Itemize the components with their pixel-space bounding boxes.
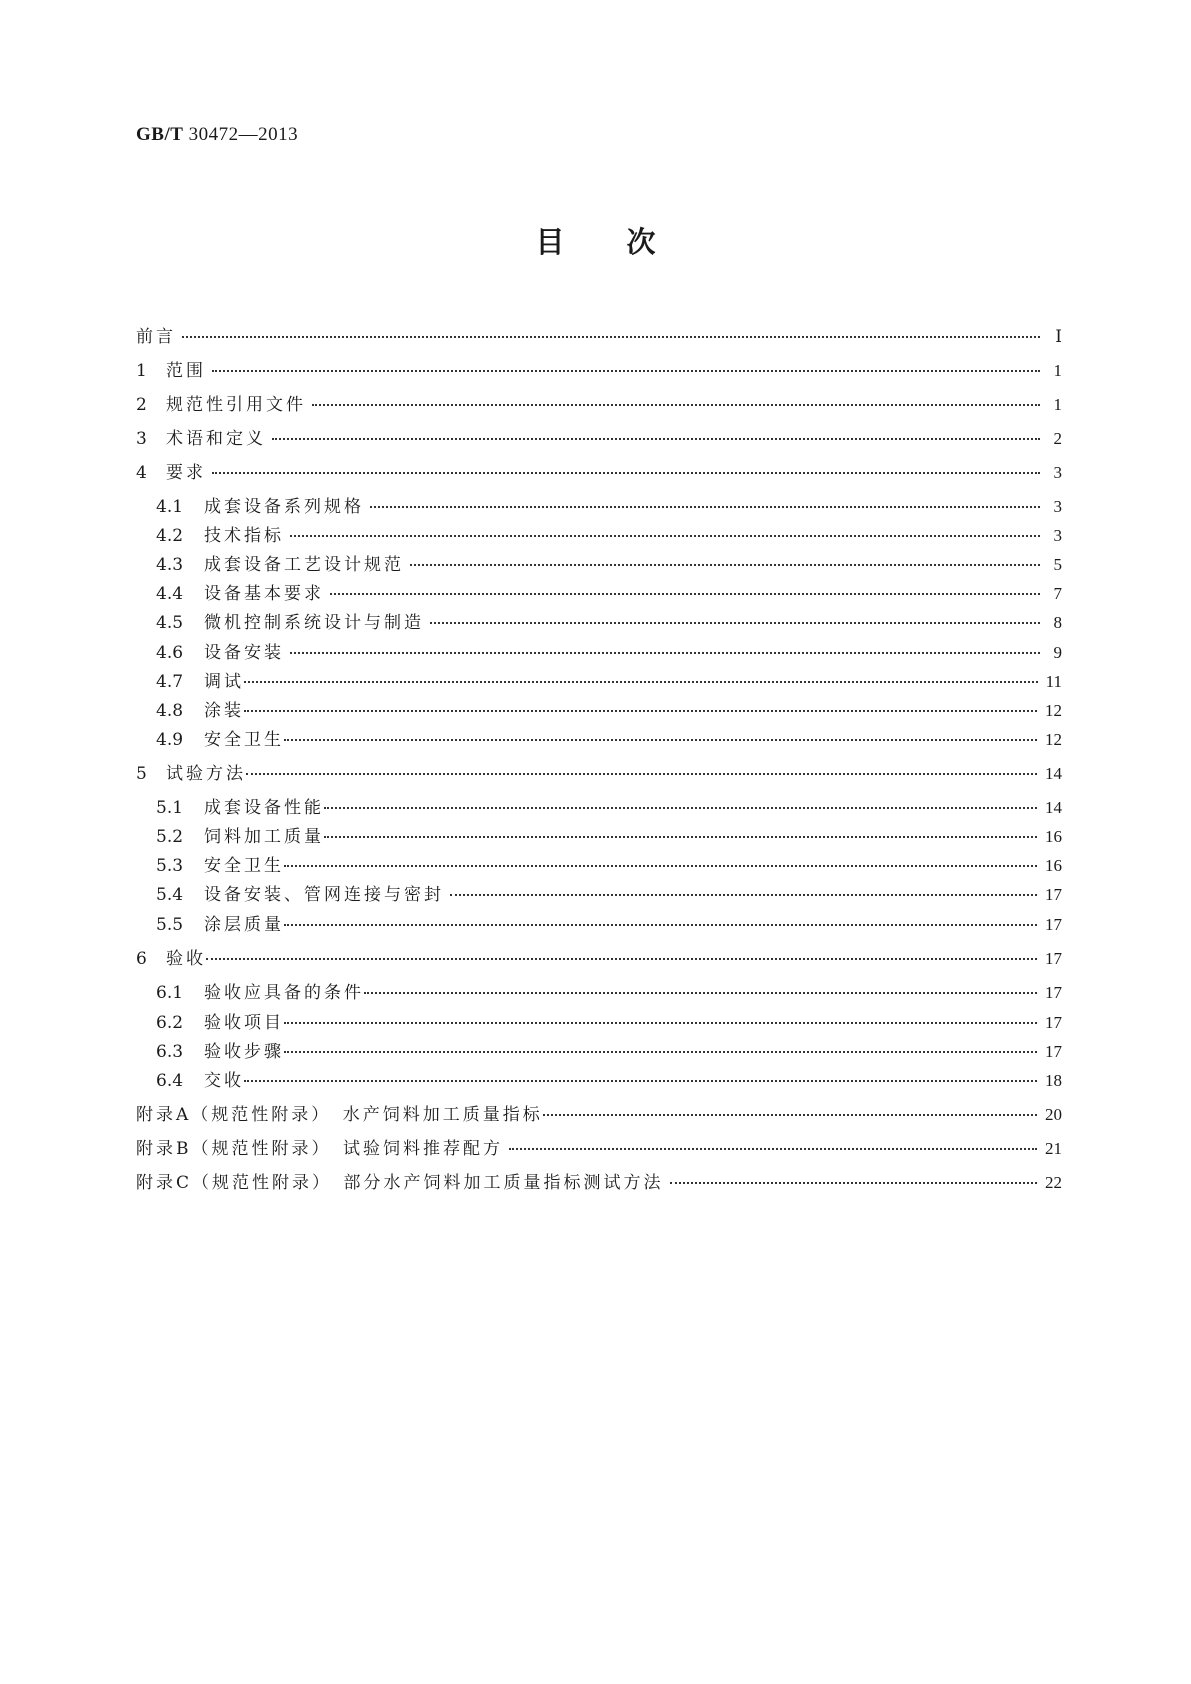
toc-entry-label: 附录B（规范性附录） 试验饲料推荐配方 bbox=[136, 1139, 503, 1159]
toc-entry-page: Ⅰ bbox=[1055, 327, 1062, 346]
toc-entry[interactable] bbox=[136, 1138, 1062, 1160]
toc-entry[interactable] bbox=[136, 326, 1062, 348]
toc-leader-dots bbox=[212, 472, 1040, 474]
toc-entry[interactable] bbox=[156, 1012, 1062, 1034]
toc-entry-number: 4 bbox=[136, 463, 147, 483]
toc-entry-number: 6.4 bbox=[156, 1071, 184, 1091]
toc-entry-label: 范围 bbox=[166, 361, 206, 381]
toc-entry-label: 安全卫生 bbox=[204, 856, 284, 876]
toc-leader-dots bbox=[543, 1114, 1037, 1116]
toc-entry-label: 安全卫生 bbox=[204, 730, 284, 750]
toc-entry-number: 5 bbox=[136, 764, 147, 784]
toc-leader-dots bbox=[206, 958, 1037, 960]
toc-entry[interactable] bbox=[156, 914, 1062, 936]
toc-entry-page: 18 bbox=[1045, 1071, 1062, 1090]
toc-entry[interactable] bbox=[156, 671, 1062, 693]
toc-entry[interactable] bbox=[136, 763, 1062, 785]
toc-entry-label: 验收步骤 bbox=[204, 1042, 284, 1062]
toc-leader-dots bbox=[430, 622, 1040, 624]
toc-entry-page: 14 bbox=[1045, 798, 1062, 817]
toc-entry-label: 术语和定义 bbox=[166, 429, 266, 449]
toc-entry-page: 3 bbox=[1053, 497, 1062, 516]
toc-leader-dots bbox=[324, 807, 1037, 809]
toc-entry-number: 4.2 bbox=[156, 526, 184, 546]
toc-entry-number: 6 bbox=[136, 949, 147, 969]
toc-entry-label: 验收 bbox=[166, 949, 206, 969]
toc-entry-label: 设备基本要求 bbox=[204, 584, 324, 604]
toc-entry-page: 17 bbox=[1045, 983, 1062, 1002]
toc-entry-page: 20 bbox=[1045, 1105, 1062, 1124]
toc-entry-page: 17 bbox=[1045, 1042, 1062, 1061]
toc-entry-number: 4.9 bbox=[156, 730, 184, 750]
toc-entry-page: 22 bbox=[1045, 1173, 1062, 1192]
page-title: 目次 bbox=[535, 225, 718, 259]
toc-entry-page: 5 bbox=[1053, 555, 1062, 574]
toc-entry-page: 12 bbox=[1045, 701, 1062, 720]
toc-entry[interactable] bbox=[156, 855, 1062, 877]
toc-entry[interactable] bbox=[156, 729, 1062, 751]
toc-entry-number: 4.5 bbox=[156, 613, 184, 633]
toc-leader-dots bbox=[410, 564, 1040, 566]
toc-leader-dots bbox=[272, 438, 1040, 440]
toc-entry-number: 5.5 bbox=[156, 915, 184, 935]
toc-entry-page: 2 bbox=[1053, 429, 1062, 448]
toc-entry-number: 3 bbox=[136, 429, 147, 449]
toc-entry-label: 涂层质量 bbox=[204, 915, 284, 935]
toc-entry[interactable] bbox=[156, 884, 1062, 906]
toc-leader-dots bbox=[670, 1182, 1037, 1184]
toc-entry-label: 附录C（规范性附录） 部分水产饲料加工质量指标测试方法 bbox=[136, 1173, 664, 1193]
toc-entry[interactable] bbox=[156, 612, 1062, 634]
toc-entry[interactable] bbox=[156, 583, 1062, 605]
toc-entry-label: 成套设备性能 bbox=[204, 798, 324, 818]
toc-entry-page: 16 bbox=[1045, 856, 1062, 875]
toc-entry-label: 验收应具备的条件 bbox=[204, 983, 364, 1003]
toc-entry-number: 4.7 bbox=[156, 672, 184, 692]
toc-entry-page: 17 bbox=[1045, 885, 1062, 904]
toc-entry-page: 3 bbox=[1053, 526, 1062, 545]
toc-leader-dots bbox=[182, 336, 1040, 338]
toc-entry-label: 验收项目 bbox=[204, 1013, 284, 1033]
toc-entry-number: 4.8 bbox=[156, 701, 184, 721]
toc-leader-dots bbox=[290, 535, 1040, 537]
toc-entry-number: 6.2 bbox=[156, 1013, 184, 1033]
toc-leader-dots bbox=[284, 739, 1037, 741]
toc-entry[interactable] bbox=[156, 826, 1062, 848]
toc-leader-dots bbox=[212, 370, 1040, 372]
toc-entry-page: 14 bbox=[1045, 764, 1062, 783]
toc-entry[interactable] bbox=[156, 554, 1062, 576]
toc-entry-label: 涂装 bbox=[204, 701, 244, 721]
toc-entry-page: 9 bbox=[1053, 643, 1062, 662]
toc-leader-dots bbox=[244, 710, 1037, 712]
toc-entry-page: 1 bbox=[1053, 361, 1062, 380]
toc-entry[interactable] bbox=[156, 982, 1062, 1004]
toc-leader-dots bbox=[364, 992, 1037, 994]
toc-entry-label: 前言 bbox=[136, 327, 176, 347]
document-code-prefix: GB/T bbox=[136, 124, 184, 145]
toc-leader-dots bbox=[330, 593, 1040, 595]
toc-entry-number: 5.2 bbox=[156, 827, 184, 847]
toc-entry[interactable] bbox=[156, 797, 1062, 819]
toc-entry-label: 成套设备工艺设计规范 bbox=[204, 555, 404, 575]
toc-entry-number: 6.3 bbox=[156, 1042, 184, 1062]
toc-entry-number: 4.6 bbox=[156, 643, 184, 663]
toc-entry-label: 设备安装、管网连接与密封 bbox=[204, 885, 444, 905]
toc-entry-number: 4.4 bbox=[156, 584, 184, 604]
toc-entry[interactable] bbox=[156, 1070, 1062, 1092]
toc-entry[interactable] bbox=[156, 700, 1062, 722]
toc-entry-label: 饲料加工质量 bbox=[204, 827, 324, 847]
toc-entry-number: 1 bbox=[136, 361, 147, 381]
toc-leader-dots bbox=[450, 894, 1037, 896]
toc-leader-dots bbox=[284, 924, 1037, 926]
toc-entry-label: 试验方法 bbox=[166, 764, 246, 784]
toc-entry-number: 4.3 bbox=[156, 555, 184, 575]
toc-entry[interactable] bbox=[156, 642, 1062, 664]
toc-leader-dots bbox=[370, 506, 1040, 508]
toc-entry-label: 规范性引用文件 bbox=[166, 395, 306, 415]
toc-entry[interactable] bbox=[136, 360, 1062, 382]
toc-entry[interactable] bbox=[136, 462, 1062, 484]
toc-leader-dots bbox=[324, 836, 1037, 838]
toc-entry[interactable] bbox=[136, 1172, 1062, 1194]
toc-entry-page: 21 bbox=[1045, 1139, 1062, 1158]
toc-entry-page: 16 bbox=[1045, 827, 1062, 846]
toc-entry-page: 3 bbox=[1053, 463, 1062, 482]
toc-entry[interactable] bbox=[156, 1041, 1062, 1063]
toc-entry-label: 调试 bbox=[204, 672, 244, 692]
toc-leader-dots bbox=[290, 652, 1040, 654]
toc-leader-dots bbox=[244, 1080, 1037, 1082]
toc-entry-page: 7 bbox=[1053, 584, 1062, 603]
toc-entry-page: 17 bbox=[1045, 1013, 1062, 1032]
toc-entry-number: 4.1 bbox=[156, 497, 184, 517]
toc-entry-number: 5.4 bbox=[156, 885, 184, 905]
toc-entry-label: 技术指标 bbox=[204, 526, 284, 546]
toc-entry-label: 要求 bbox=[166, 463, 206, 483]
document-code-number: 30472—2013 bbox=[183, 124, 299, 145]
toc-entry-label: 交收 bbox=[204, 1071, 244, 1091]
toc-leader-dots bbox=[312, 404, 1040, 406]
toc-entry-label: 附录A（规范性附录） 水产饲料加工质量指标 bbox=[136, 1105, 543, 1125]
toc-entry-page: 8 bbox=[1053, 613, 1062, 632]
toc-leader-dots bbox=[244, 681, 1038, 683]
toc-entry-number: 6.1 bbox=[156, 983, 184, 1003]
toc-entry-label: 成套设备系列规格 bbox=[204, 497, 364, 517]
toc-entry-page: 17 bbox=[1045, 915, 1062, 934]
toc-entry[interactable] bbox=[156, 525, 1062, 547]
toc-entry-page: 1 bbox=[1053, 395, 1062, 414]
toc-leader-dots bbox=[284, 1022, 1037, 1024]
toc-entry[interactable] bbox=[136, 428, 1062, 450]
toc-leader-dots bbox=[509, 1148, 1037, 1150]
toc-entry-number: 5.1 bbox=[156, 798, 184, 818]
toc-entry[interactable] bbox=[136, 1104, 1062, 1126]
toc-entry-number: 5.3 bbox=[156, 856, 184, 876]
toc-leader-dots bbox=[284, 1051, 1037, 1053]
toc-entry-number: 2 bbox=[136, 395, 147, 415]
toc-entry-label: 设备安装 bbox=[204, 643, 284, 663]
toc-entry-label: 微机控制系统设计与制造 bbox=[204, 613, 424, 633]
toc-entry-page: 12 bbox=[1045, 730, 1062, 749]
toc-entry-page: 11 bbox=[1045, 672, 1062, 691]
toc-entry[interactable] bbox=[136, 394, 1062, 416]
toc-entry[interactable] bbox=[156, 496, 1062, 518]
toc-leader-dots bbox=[246, 773, 1037, 775]
toc-leader-dots bbox=[284, 865, 1037, 867]
document-code bbox=[136, 124, 298, 146]
toc-entry-page: 17 bbox=[1045, 949, 1062, 968]
toc-entry[interactable] bbox=[136, 948, 1062, 970]
